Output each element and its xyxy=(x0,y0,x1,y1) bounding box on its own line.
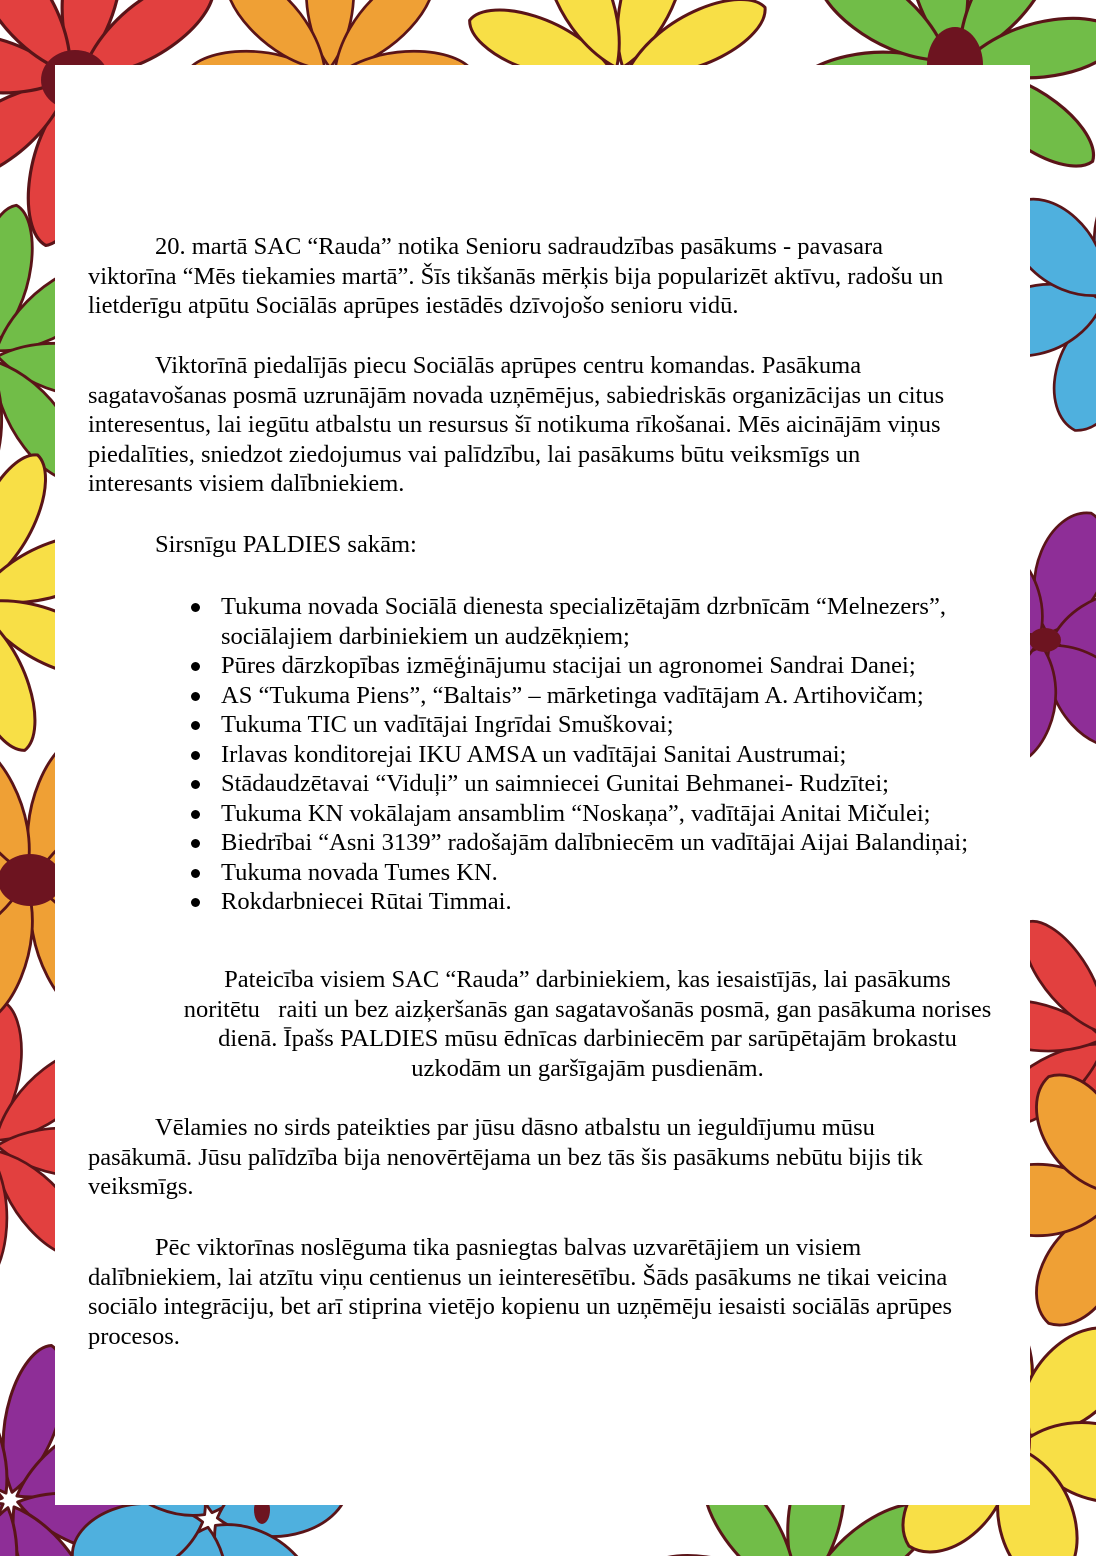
thanks-list-item: Pūres dārzkopības izmēģinājumu stacijai un agronomei Sandrai Danei; xyxy=(188,651,1028,681)
bullet-icon xyxy=(191,662,200,671)
bullet-icon xyxy=(191,603,200,612)
staff-thanks-line-4: uzkodām un garšīgajām pusdienām. xyxy=(411,1054,764,1082)
participants-line-5: interesants visiem dalībniekiem. xyxy=(88,470,405,497)
participants-line-2: sagatavošanas posmā uzrunājām novada uzņēmējus, sabiedriskās organizācijas un citus xyxy=(88,381,945,409)
closing-line-1: Pēc viktorīnas noslēguma tika pasniegtas balvas uzvarētājiem un visiem xyxy=(155,1234,862,1261)
participants-paragraph xyxy=(88,351,1018,499)
intro-line-3: lietderīgu atpūtu Sociālās aprūpes iestādēs dzīvojošo senioru vidū. xyxy=(88,292,739,319)
thanks-heading-text: Sirsnīgu PALDIES sakām: xyxy=(155,531,417,558)
thanks-list-item: Tukuma TIC un vadītājai Ingrīdai Smuškovai; xyxy=(188,710,1028,740)
staff-thanks-line-3: dienā. Īpašs PALDIES mūsu ēdnīcas darbiniecēm par sarūpētajām brokastu xyxy=(218,1025,957,1052)
intro-line-1: 20. martā SAC “Rauda” notika Senioru sadraudzības pasākums - pavasara xyxy=(155,233,883,260)
gratitude-paragraph xyxy=(88,1113,1018,1202)
staff-thanks-paragraph xyxy=(150,965,1025,1083)
bullet-icon xyxy=(191,780,200,789)
intro-paragraph xyxy=(88,232,1018,321)
bullet-icon xyxy=(191,869,200,878)
staff-thanks-line-2: noritētu raiti un bez aizķeršanās gan sagatavošanās posmā, gan pasākuma norises xyxy=(183,995,992,1023)
thanks-list xyxy=(188,592,1028,917)
thanks-list-item: Rokdarbniecei Rūtai Timmai. xyxy=(188,887,1028,917)
thanks-list-item: Biedrībai “Asni 3139” radošajām dalībniecēm un vadītājai Aijai Balandiņai; xyxy=(188,828,1028,858)
gratitude-line-3: veiksmīgs. xyxy=(88,1173,194,1200)
intro-line-2: viktorīna “Mēs tiekamies martā”. Šīs tikšanās mērķis bija popularizēt aktīvu, radošu un xyxy=(88,262,944,290)
closing-line-4: procesos. xyxy=(88,1322,180,1350)
gratitude-line-2: pasākumā. Jūsu palīdzība bija nenovērtējama un bez tās šis pasākums nebūtu bijis tik xyxy=(88,1143,923,1171)
closing-line-3: sociālo integrāciju, bet arī stiprina vietējo kopienu un uzņēmēju iesaisti sociālās aprūpes xyxy=(88,1293,953,1320)
thanks-list-item: Irlavas konditorejai IKU AMSA un vadītājai Sanitai Austrumai; xyxy=(188,740,1028,770)
bullet-icon xyxy=(191,692,200,701)
participants-line-1: Viktorīnā piedalījās piecu Sociālās aprūpes centru komandas. Pasākuma xyxy=(155,352,862,379)
participants-line-3: interesentus, lai iegūtu atbalstu un resursus šī notikuma rīkošanai. Mēs aicinājām viņus xyxy=(88,411,941,438)
thanks-list-item: Tukuma KN vokālajam ansamblim “Noskaņa”, vadītājai Anitai Mičulei; xyxy=(188,799,1028,829)
closing-paragraph xyxy=(88,1233,1018,1351)
bullet-icon xyxy=(191,721,200,730)
bullet-icon xyxy=(191,839,200,848)
thanks-list-item: Stādaudzētavai “Viduļi” un saimniecei Gunitai Behmanei- Rudzītei; xyxy=(188,769,1028,799)
thanks-heading xyxy=(88,530,1018,560)
thanks-list-item: AS “Tukuma Piens”, “Baltais” – mārketinga vadītājam A. Artihovičam; xyxy=(188,681,1028,711)
participants-line-4: piedalīties, sniedzot ziedojumus vai palīdzību, lai pasākums būtu veiksmīgs un xyxy=(88,440,861,468)
bullet-icon xyxy=(191,898,200,907)
gratitude-line-1: Vēlamies no sirds pateikties par jūsu dāsno atbalstu un ieguldījumu mūsu xyxy=(155,1114,875,1141)
bullet-icon xyxy=(191,810,200,819)
closing-line-2: dalībniekiem, lai atzītu viņu centienus un ieinteresētību. Šāds pasākums ne tikai veicina xyxy=(88,1263,948,1291)
thanks-list-item: Tukuma novada Sociālā dienesta specializētajām dzrbnīcām “Melnezers”, sociālajiem darbiniekiem un audzēkņiem; xyxy=(188,592,1028,651)
bullet-icon xyxy=(191,751,200,760)
staff-thanks-line-1: Pateicība visiem SAC “Rauda” darbiniekiem, kas iesaistījās, lai pasākums xyxy=(224,966,951,993)
thanks-list-item: Tukuma novada Tumes KN. xyxy=(188,858,1028,888)
